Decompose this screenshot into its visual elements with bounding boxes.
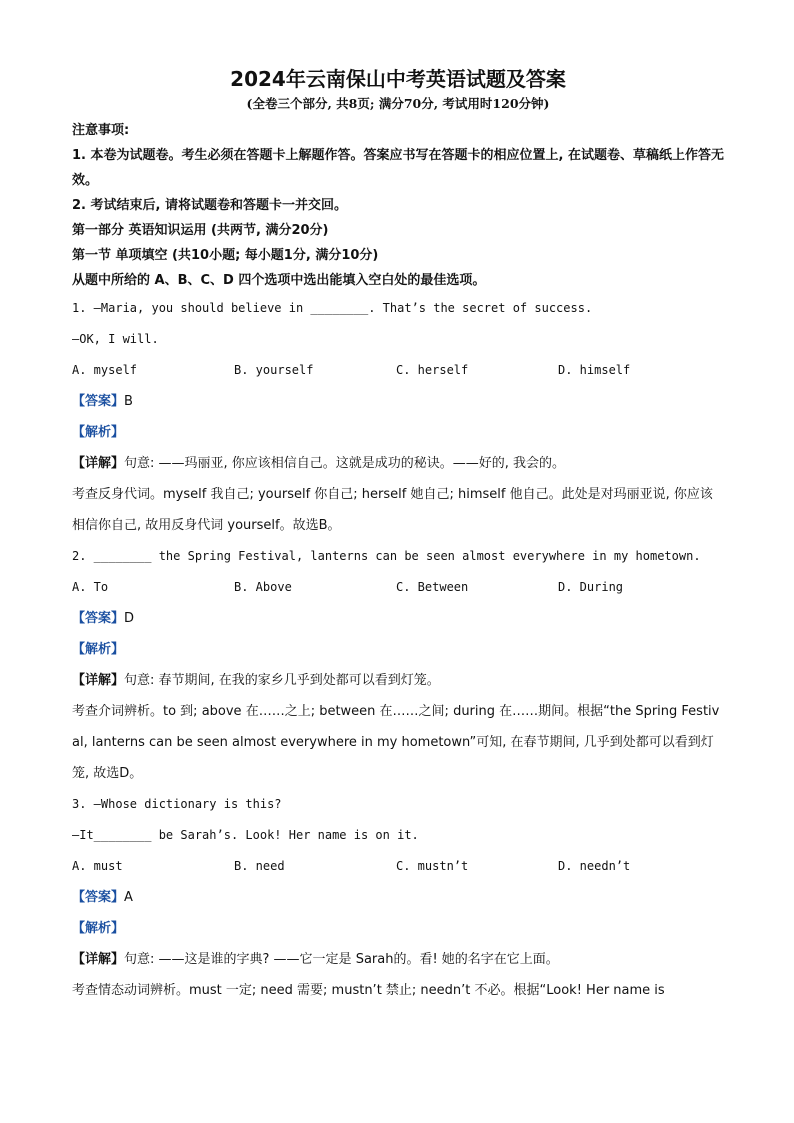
section-heading: 第一节 单项填空 (共10小题; 每小题1分, 满分10分)	[72, 248, 379, 263]
option-a: A. must	[72, 859, 123, 873]
option-d: D. himself	[558, 363, 631, 377]
answer-value: B	[124, 394, 133, 409]
analysis-line	[72, 913, 724, 944]
detail-line	[72, 665, 724, 696]
question-3	[72, 789, 724, 1006]
question-stem: 3. —Whose dictionary is this?	[72, 797, 282, 811]
option-c: C. Between	[396, 580, 469, 594]
option-c: C. mustn’t	[396, 859, 469, 873]
detail-label: 【详解】	[72, 952, 125, 967]
detail-text: 句意: 春节期间, 在我的家乡几乎到处都可以看到灯笼。	[124, 673, 440, 688]
answer-line	[72, 882, 724, 913]
detail-line	[72, 448, 724, 479]
detail-label: 【详解】	[72, 456, 125, 471]
part-heading: 第一部分 英语知识运用 (共两节, 满分20分)	[72, 223, 329, 238]
answer-value: D	[124, 611, 135, 626]
analysis-line	[72, 417, 724, 448]
option-b: B. yourself	[234, 363, 314, 377]
option-d: D. needn’t	[558, 859, 631, 873]
question-stem: 2. ________ the Spring Festival, lanterns can be seen almost everywhere in my hometown.	[72, 549, 701, 563]
detail-label: 【详解】	[72, 673, 125, 688]
answer-label: 【答案】	[72, 611, 125, 626]
section-instruction: 从题中所给的 A、B、C、D 四个选项中选出能填入空白处的最佳选项。	[72, 273, 486, 288]
question-stem-reply: —OK, I will.	[72, 332, 159, 346]
question-options	[72, 355, 724, 386]
explanation-text: 考查情态动词辨析。must 一定; need 需要; mustn’t 禁止; needn’t 不必。根据“Look! Her name is	[72, 983, 665, 998]
exam-page	[72, 64, 724, 1006]
detail-line	[72, 944, 724, 975]
answer-label: 【答案】	[72, 890, 125, 905]
question-stem: 1. —Maria, you should believe in ________. That’s the secret of success.	[72, 301, 593, 315]
notice-heading: 注意事项:	[72, 123, 130, 138]
notice-item-1: 1. 本卷为试题卷。考生必须在答题卡上解题作答。答案应书写在答题卡的相应位置上, 在试题卷、草稿纸上作答无效。	[72, 148, 724, 188]
explanation-text: 考查反身代词。myself 我自己; yourself 你自己; herself 她自己; himself 他自己。此处是对玛丽亚说, 你应该相信你自己, 故用反身代词 yourself。故选B。	[72, 487, 713, 533]
option-b: B. Above	[234, 580, 292, 594]
analysis-line	[72, 634, 724, 665]
analysis-label: 【解析】	[72, 425, 125, 440]
detail-text: 句意: ——玛丽亚, 你应该相信自己。这就是成功的秘诀。——好的, 我会的。	[124, 456, 566, 471]
question-options	[72, 851, 724, 882]
answer-label: 【答案】	[72, 394, 125, 409]
explanation-text: 考查介词辨析。to 到; above 在……之上; between 在……之间; during 在……期间。根据“the Spring Festival, lanterns can be seen almost everywhere in my hometown”可知, 在春节期间, 几乎到处都可以看到灯笼, 故选D。	[72, 704, 720, 781]
question-options	[72, 572, 724, 603]
detail-text: 句意: ——这是谁的字典? ——它一定是 Sarah的。看! 她的名字在它上面。	[124, 952, 559, 967]
question-1	[72, 293, 724, 541]
analysis-label: 【解析】	[72, 921, 125, 936]
question-2	[72, 541, 724, 789]
page-subtitle: (全卷三个部分, 共8页; 满分70分, 考试用时120分钟)	[246, 96, 550, 111]
notice-item-2: 2. 考试结束后, 请将试题卷和答题卡一并交回。	[72, 198, 347, 213]
option-a: A. To	[72, 580, 109, 594]
answer-line	[72, 603, 724, 634]
page-title: 2024年云南保山中考英语试题及答案	[230, 67, 566, 91]
answer-line	[72, 386, 724, 417]
option-d: D. During	[558, 580, 624, 594]
option-c: C. herself	[396, 363, 469, 377]
option-a: A. myself	[72, 363, 138, 377]
question-stem-reply: —It________ be Sarah’s. Look! Her name is on it.	[72, 828, 419, 842]
analysis-label: 【解析】	[72, 642, 125, 657]
answer-value: A	[124, 890, 133, 905]
option-b: B. need	[234, 859, 285, 873]
